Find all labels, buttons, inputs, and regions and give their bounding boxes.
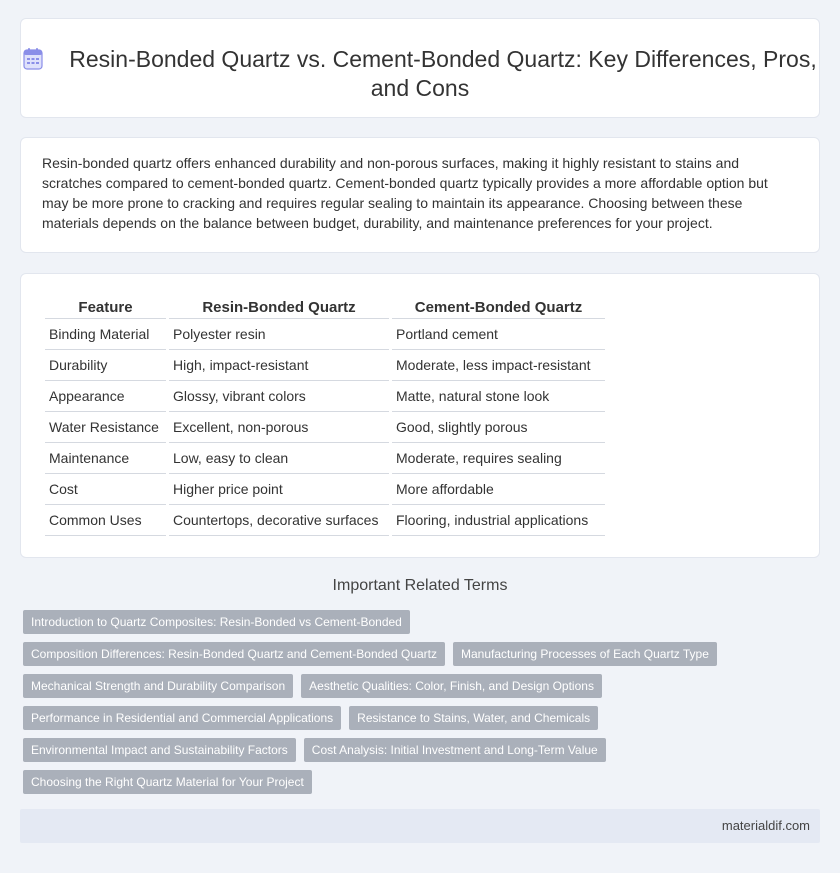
table-cell: Excellent, non-porous <box>169 412 389 443</box>
chip-row <box>23 770 813 794</box>
calendar-icon <box>23 48 43 70</box>
table-cell: Flooring, industrial applications <box>392 505 605 536</box>
comparison-table <box>42 295 608 536</box>
related-term-chip[interactable]: Resistance to Stains, Water, and Chemicals <box>349 706 598 730</box>
table-cell: Water Resistance <box>45 412 166 443</box>
table-cell: Moderate, requires sealing <box>392 443 605 474</box>
table-row <box>45 443 605 474</box>
column-header-resin: Resin-Bonded Quartz <box>169 295 389 319</box>
related-terms-heading: Important Related Terms <box>332 577 508 594</box>
table-cell: Cost <box>45 474 166 505</box>
table-cell: Matte, natural stone look <box>392 381 605 412</box>
chip-row <box>23 738 813 762</box>
chip-row <box>23 642 813 666</box>
table-row <box>45 474 605 505</box>
table-row <box>45 319 605 350</box>
table-row <box>45 505 605 536</box>
header-card <box>20 18 820 118</box>
table-cell: Appearance <box>45 381 166 412</box>
related-term-chip[interactable]: Aesthetic Qualities: Color, Finish, and Design Options <box>301 674 602 698</box>
table-cell: Higher price point <box>169 474 389 505</box>
column-header-feature: Feature <box>45 295 166 319</box>
table-row <box>45 350 605 381</box>
table-cell: Good, slightly porous <box>392 412 605 443</box>
related-term-chip[interactable]: Manufacturing Processes of Each Quartz Type <box>453 642 717 666</box>
table-cell: High, impact-resistant <box>169 350 389 381</box>
related-term-chip[interactable]: Mechanical Strength and Durability Comparison <box>23 674 293 698</box>
chip-row <box>23 610 813 634</box>
table-cell: Moderate, less impact-resistant <box>392 350 605 381</box>
intro-text: Resin-bonded quartz offers enhanced durability and non-porous surfaces, making it highly resistant to stains and scratches compared to cement-bonded quartz. Cement-bonded quartz typically provides a more affordable option but may be more prone to cracking and requires regular sealing to maintain its appearance. Choosing between these materials depends on the balance between budget, durability, and maintenance preferences for your project. <box>42 155 768 231</box>
chip-row <box>23 674 813 698</box>
intro-card <box>20 137 820 253</box>
table-row <box>45 381 605 412</box>
page-title-wrap <box>21 45 819 103</box>
related-term-chip[interactable]: Composition Differences: Resin-Bonded Quartz and Cement-Bonded Quartz <box>23 642 445 666</box>
table-cell: Common Uses <box>45 505 166 536</box>
comparison-table-card <box>20 273 820 558</box>
chip-row <box>23 706 813 730</box>
table-cell: Countertops, decorative surfaces <box>169 505 389 536</box>
footer <box>20 809 820 843</box>
table-cell: Durability <box>45 350 166 381</box>
table-cell: Polyester resin <box>169 319 389 350</box>
table-cell: Binding Material <box>45 319 166 350</box>
related-term-chip[interactable]: Cost Analysis: Initial Investment and Long-Term Value <box>304 738 606 762</box>
page-title: Resin-Bonded Quartz vs. Cement-Bonded Quartz: Key Differences, Pros, and Cons <box>69 46 817 101</box>
related-term-chip[interactable]: Environmental Impact and Sustainability Factors <box>23 738 296 762</box>
table-header-row <box>45 295 605 319</box>
table-cell: Portland cement <box>392 319 605 350</box>
related-term-chip[interactable]: Introduction to Quartz Composites: Resin-Bonded vs Cement-Bonded <box>23 610 410 634</box>
table-row <box>45 412 605 443</box>
table-cell: More affordable <box>392 474 605 505</box>
table-cell: Glossy, vibrant colors <box>169 381 389 412</box>
related-term-chip[interactable]: Performance in Residential and Commercial Applications <box>23 706 341 730</box>
related-terms-list <box>23 610 813 802</box>
table-cell: Maintenance <box>45 443 166 474</box>
related-term-chip[interactable]: Choosing the Right Quartz Material for Your Project <box>23 770 312 794</box>
table-cell: Low, easy to clean <box>169 443 389 474</box>
footer-site-link[interactable]: materialdif.com <box>721 818 810 833</box>
column-header-cement: Cement-Bonded Quartz <box>392 295 605 319</box>
